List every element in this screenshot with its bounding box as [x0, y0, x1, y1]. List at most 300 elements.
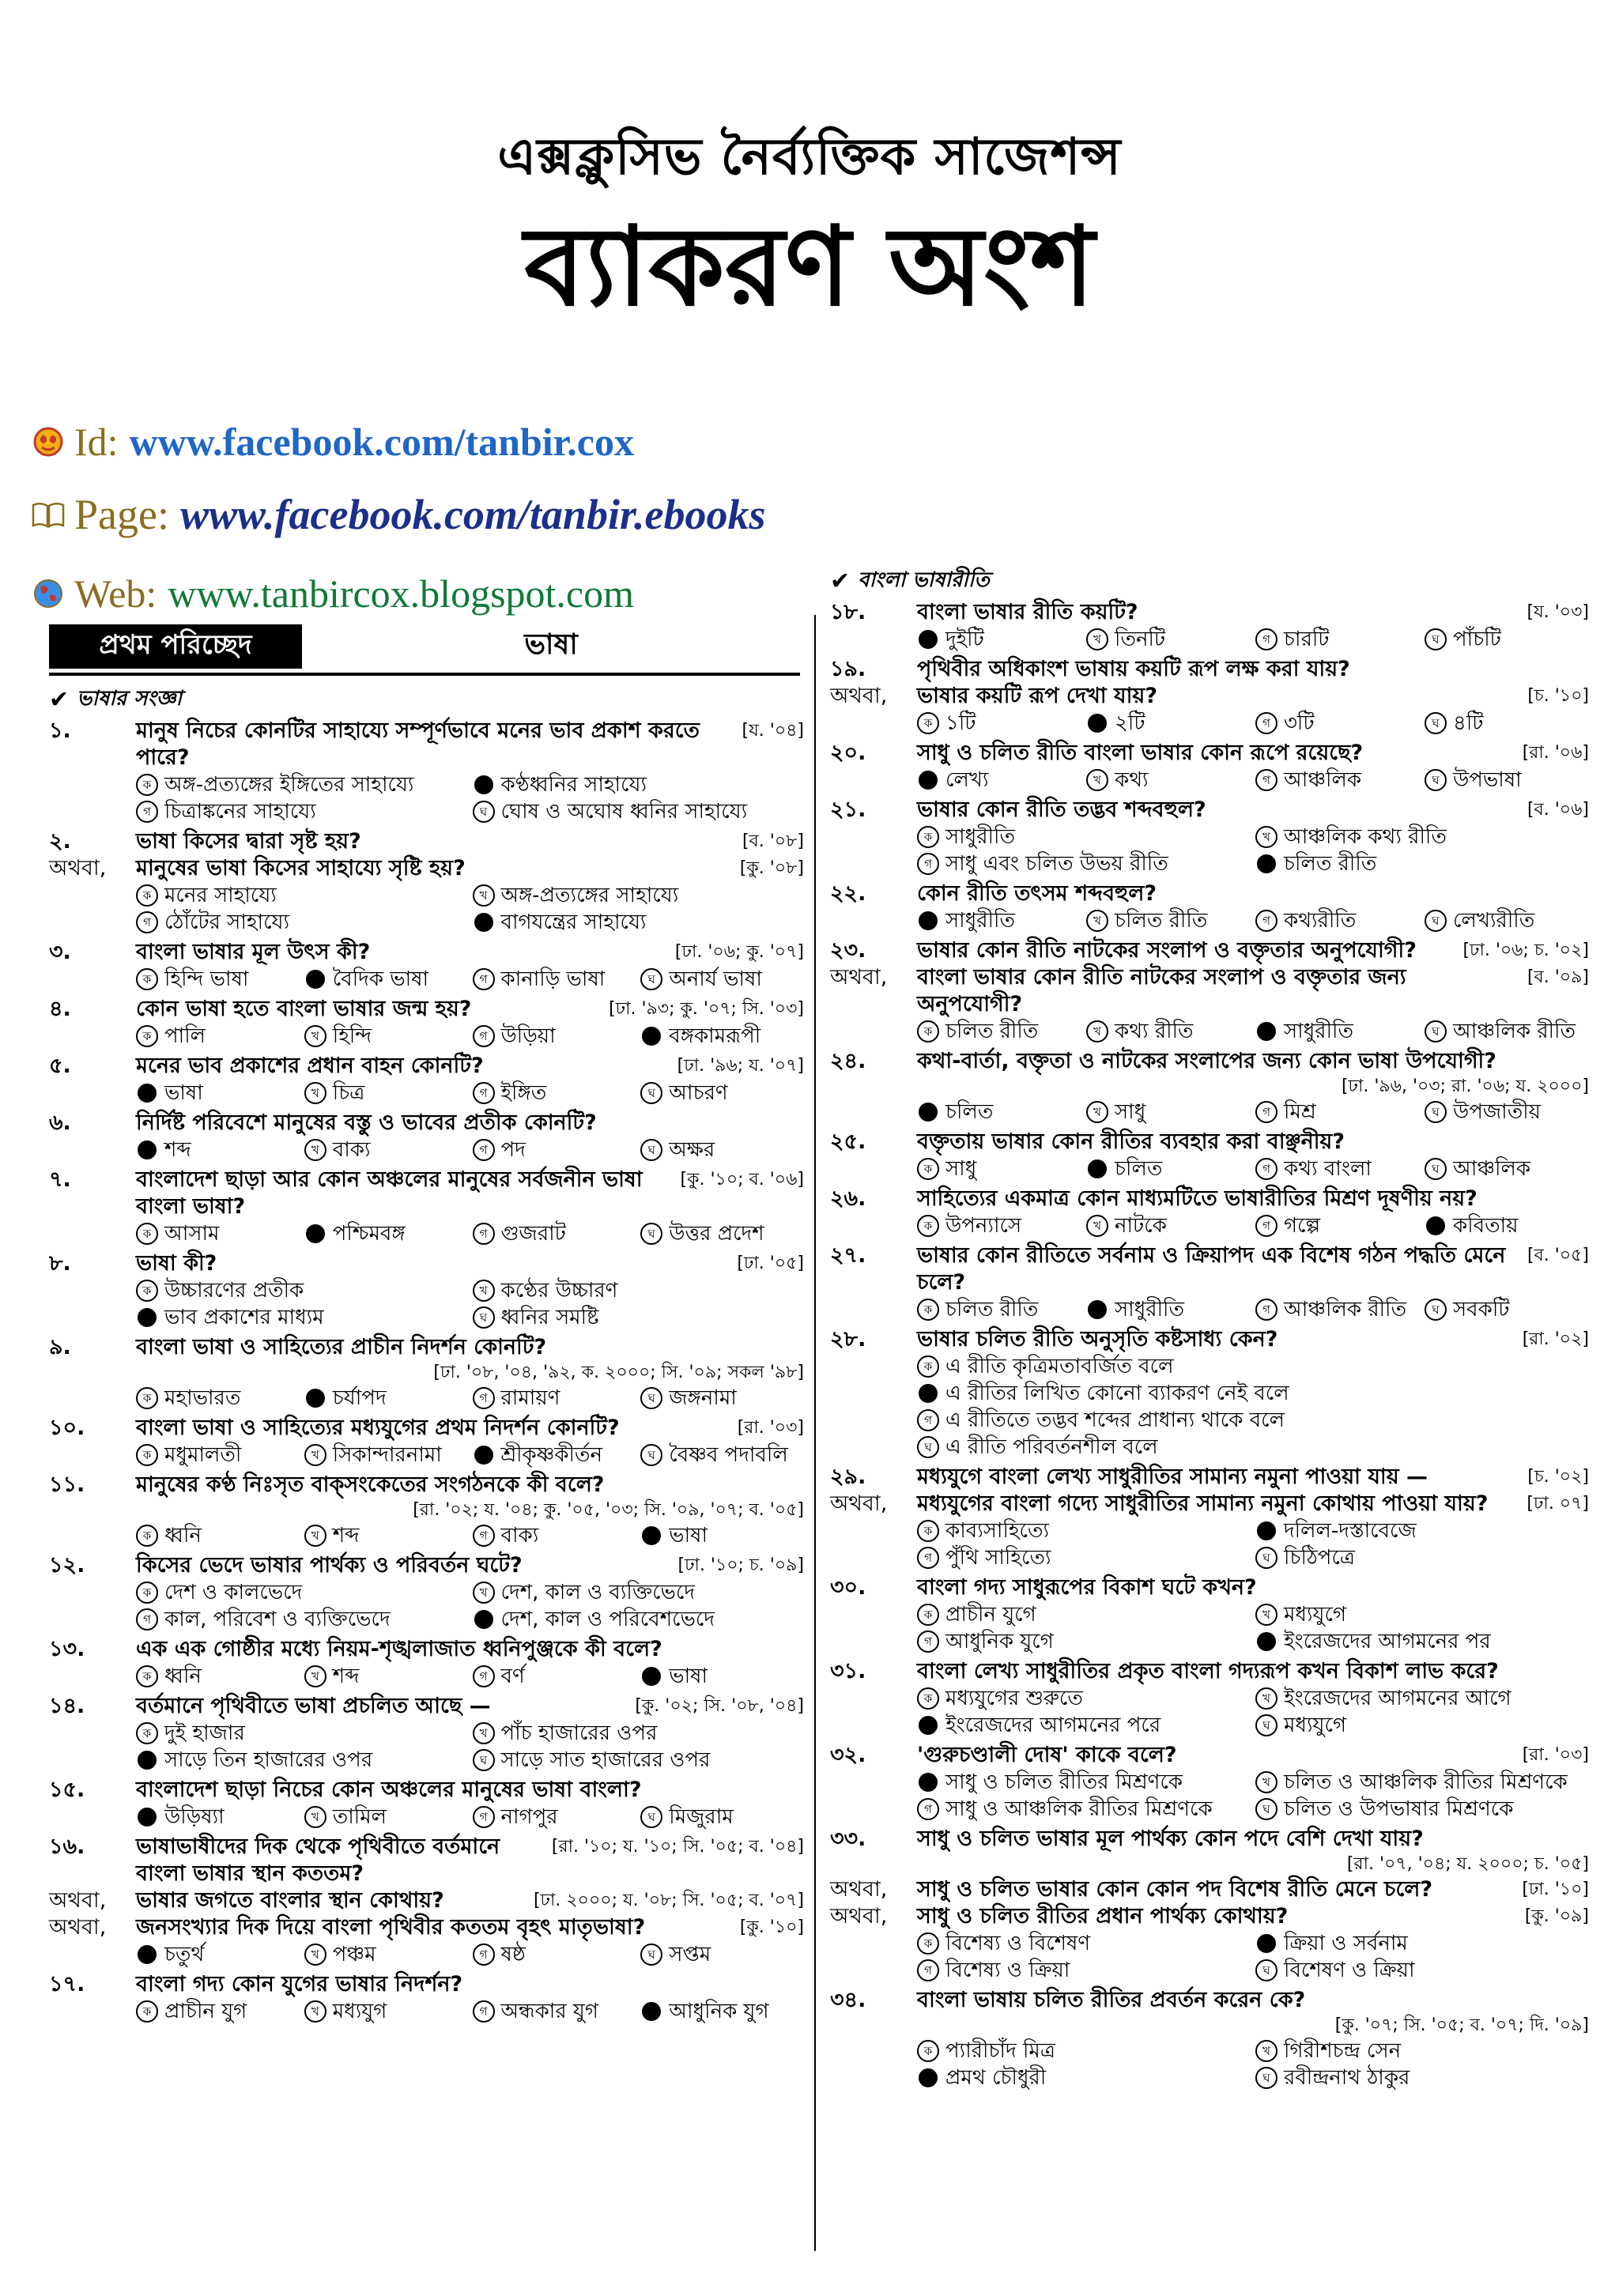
- answer-option[interactable]: [917, 1544, 1251, 1571]
- question-line: [49, 1777, 804, 1804]
- globe-icon: [32, 577, 65, 610]
- question-item: [830, 1464, 1589, 1571]
- option-text: নাটকে: [1115, 1214, 1167, 1238]
- answer-option[interactable]: [136, 1720, 468, 1747]
- option-letter-circle: ক: [136, 1387, 158, 1409]
- answer-option[interactable]: [304, 1941, 468, 1968]
- answer-option[interactable]: [917, 1957, 1251, 1984]
- answer-option[interactable]: [917, 1099, 1081, 1125]
- answer-option[interactable]: [640, 1080, 804, 1107]
- answer-option[interactable]: [473, 1522, 636, 1549]
- answer-option[interactable]: [1255, 2038, 1589, 2064]
- option-text: লেখ্যরীতি: [1453, 909, 1535, 933]
- option-letter-circle: ক: [136, 1280, 158, 1302]
- answer-option[interactable]: [1086, 1212, 1251, 1239]
- answer-option[interactable]: [473, 1442, 636, 1468]
- answer-option[interactable]: [1255, 1018, 1420, 1045]
- option-text: কথ্য রীতি: [1115, 1020, 1194, 1043]
- option-text: দেশ, কাল ও ব্যক্তিভেদে: [500, 1581, 696, 1604]
- option-text: সাধু ও আঞ্চলিক রীতির মিশ্রণকে: [945, 1797, 1213, 1821]
- question-number: ১২.: [49, 1553, 85, 1578]
- exam-source: [ঢা. '০৬; চ. '০২]: [1462, 941, 1589, 960]
- answer-option[interactable]: [473, 909, 805, 936]
- question-line: [830, 1903, 1589, 1930]
- question-number: ১৮.: [830, 600, 866, 624]
- option-letter-circle: খ: [304, 1943, 326, 1966]
- answer-option[interactable]: [1425, 1018, 1589, 1045]
- question-number: ২৩.: [830, 938, 866, 963]
- answer-option[interactable]: [136, 882, 468, 909]
- answer-option[interactable]: [1425, 907, 1589, 934]
- options-list: [49, 1385, 804, 1412]
- answer-option[interactable]: [1086, 907, 1251, 934]
- answer-option[interactable]: [136, 1998, 300, 2025]
- options-list: [49, 1804, 804, 1830]
- option-text: দুইটি: [945, 628, 984, 651]
- answer-option[interactable]: [917, 1517, 1251, 1544]
- option-text: দলিল-দস্তাবেজে: [1284, 1519, 1417, 1543]
- main-title: ব্যাকরণ অংশ: [524, 202, 1095, 330]
- exam-source: [ব. '০৫]: [1527, 1246, 1589, 1265]
- question-item: [49, 828, 804, 936]
- answer-option[interactable]: [917, 1712, 1251, 1739]
- option-letter-circle: খ: [473, 884, 495, 907]
- question-item: [49, 1636, 804, 1690]
- answer-option[interactable]: [136, 1220, 300, 1247]
- option-letter-circle: ক: [136, 1722, 158, 1744]
- answer-option[interactable]: [917, 1796, 1251, 1823]
- option-letter-circle: ক: [917, 1020, 939, 1042]
- answer-option[interactable]: [1255, 1099, 1420, 1125]
- option-letter-circle: গ: [917, 853, 939, 875]
- question-line: [830, 1491, 1589, 1517]
- option-letter-circle: গ: [473, 1525, 495, 1547]
- exam-source: [ঢা. ০৭]: [1527, 1494, 1589, 1514]
- question-text: এক এক গোষ্ঠীর মধ্যে নিয়ম-শৃঙ্খলাজাত ধ্বনিপুঞ্জকে কী বলে?: [136, 1637, 662, 1661]
- answer-option[interactable]: [1086, 767, 1251, 794]
- answer-option[interactable]: [1425, 767, 1589, 794]
- answer-option[interactable]: [1086, 710, 1251, 737]
- exam-source: [রা. '০৬]: [1522, 743, 1589, 763]
- question-number: অথবা,: [49, 1888, 107, 1913]
- correct-answer-dot-icon: ●: [919, 1773, 938, 1792]
- exam-source: [ঢা. ২০০০; য. '০৮; সি. '০৫; ব. '০৭]: [533, 1891, 804, 1910]
- answer-option[interactable]: [1425, 710, 1589, 737]
- id-url[interactable]: www.facebook.com/tanbir.cox: [129, 420, 634, 464]
- answer-option[interactable]: [1255, 1156, 1420, 1182]
- answer-option[interactable]: [136, 1385, 300, 1412]
- option-text: কথ্যরীতি: [1284, 909, 1357, 933]
- option-letter-circle: ঘ: [1425, 769, 1447, 791]
- question-number: ২৯.: [830, 1465, 866, 1489]
- answer-option[interactable]: [136, 771, 468, 798]
- answer-option[interactable]: [473, 966, 636, 993]
- question-line: [830, 1742, 1589, 1769]
- answer-option[interactable]: [1255, 824, 1589, 850]
- option-text: সপ্তম: [669, 1943, 711, 1966]
- answer-option[interactable]: [917, 767, 1081, 794]
- options-list: [49, 1137, 804, 1163]
- answer-option[interactable]: [1255, 1769, 1589, 1796]
- answer-option[interactable]: [1425, 626, 1589, 653]
- answer-option[interactable]: [473, 1579, 805, 1606]
- answer-option[interactable]: [1255, 1517, 1589, 1544]
- option-text: শব্দ: [164, 1138, 191, 1162]
- question-line: [49, 1110, 804, 1137]
- option-text: দুই হাজার: [164, 1721, 245, 1745]
- answer-option[interactable]: [473, 1720, 805, 1747]
- answer-option[interactable]: [1255, 1930, 1589, 1957]
- answer-option[interactable]: [473, 1663, 636, 1690]
- options-list: [49, 1220, 804, 1247]
- option-text: ষষ্ঠ: [500, 1943, 526, 1966]
- answer-option[interactable]: [136, 1804, 300, 1830]
- answer-option[interactable]: [640, 1998, 804, 2025]
- options-list: [830, 626, 1589, 653]
- option-text: ২টি: [1115, 711, 1145, 735]
- answer-option[interactable]: [640, 1220, 804, 1247]
- question-text: বাংলা গদ্য সাধুরূপের বিকাশ ঘটে কখন?: [917, 1575, 1257, 1600]
- check-mark-icon: ✔: [830, 567, 851, 595]
- option-letter-circle: ঘ: [1425, 1158, 1447, 1180]
- question-item: [830, 1742, 1589, 1823]
- option-text: সবকটি: [1453, 1298, 1510, 1321]
- answer-option[interactable]: [917, 1601, 1251, 1628]
- answer-option[interactable]: [473, 1277, 805, 1304]
- answer-option[interactable]: [917, 1407, 1589, 1434]
- answer-option[interactable]: [917, 1212, 1081, 1239]
- answer-option[interactable]: [917, 1156, 1081, 1182]
- answer-option[interactable]: [473, 1804, 636, 1830]
- answer-option[interactable]: [304, 1080, 468, 1107]
- answer-option[interactable]: [304, 1385, 468, 1412]
- options-list: [830, 1685, 1589, 1739]
- exam-source: [কু. '১০]: [739, 1917, 804, 1937]
- question-item: [830, 1326, 1589, 1461]
- answer-option[interactable]: [1425, 1212, 1589, 1239]
- question-text: কোন ভাষা হতে বাংলা ভাষার জন্ম হয়?: [136, 997, 472, 1021]
- answer-option[interactable]: [640, 1137, 804, 1163]
- answer-option[interactable]: [917, 1930, 1251, 1957]
- option-letter-circle: গ: [1255, 1101, 1277, 1123]
- answer-option[interactable]: [1255, 1685, 1589, 1712]
- question-number: ২১.: [830, 797, 866, 822]
- option-letter-circle: খ: [1086, 1215, 1108, 1237]
- option-text: ভাষা: [669, 1665, 708, 1688]
- question-line: [830, 1826, 1589, 1853]
- option-letter-circle: ঘ: [473, 1749, 495, 1771]
- question-text: বাংলা লেখ্য সাধুরীতির প্রকৃত বাংলা গদ্যরূপ কখন বিকাশ লাভ করে?: [917, 1659, 1499, 1683]
- option-letter-circle: ঘ: [1425, 910, 1447, 932]
- website-link-row[interactable]: [32, 571, 634, 616]
- answer-option[interactable]: [304, 1998, 468, 2025]
- answer-option[interactable]: [473, 1998, 636, 2025]
- option-letter-circle: গ: [917, 1798, 939, 1820]
- answer-option[interactable]: [304, 1522, 468, 1549]
- answer-option[interactable]: [136, 1137, 300, 1163]
- answer-option[interactable]: [136, 1941, 300, 1968]
- option-letter-circle: খ: [1086, 1101, 1108, 1123]
- answer-option[interactable]: [1086, 626, 1251, 653]
- answer-option[interactable]: [1255, 1957, 1589, 1984]
- answer-option[interactable]: [1086, 1018, 1251, 1045]
- option-letter-circle: ঘ: [1255, 1547, 1277, 1569]
- answer-option[interactable]: [473, 1606, 805, 1633]
- id-label: Id:: [74, 420, 119, 464]
- answer-option[interactable]: [136, 1663, 300, 1690]
- answer-option[interactable]: [304, 1442, 468, 1468]
- question-line: [49, 1971, 804, 1998]
- answer-option[interactable]: [1255, 1628, 1589, 1655]
- option-letter-circle: গ: [473, 1943, 495, 1966]
- answer-option[interactable]: [917, 1434, 1589, 1461]
- option-letter-circle: গ: [473, 1025, 495, 1047]
- answer-option[interactable]: [1255, 767, 1420, 794]
- answer-option[interactable]: [473, 1385, 636, 1412]
- answer-option[interactable]: [1255, 1712, 1589, 1739]
- answer-option[interactable]: [1255, 1796, 1589, 1823]
- answer-option[interactable]: [1086, 1156, 1251, 1182]
- option-text: জঙ্গনামা: [669, 1386, 737, 1410]
- check-mark-icon: ✔: [49, 685, 70, 714]
- answer-option[interactable]: [917, 626, 1081, 653]
- answer-option[interactable]: [473, 1023, 636, 1050]
- question-number: ৩৩.: [830, 1827, 866, 1851]
- option-letter-circle: গ: [917, 1547, 939, 1569]
- answer-option[interactable]: [1425, 1296, 1589, 1323]
- facebook-page-link-row[interactable]: [32, 490, 765, 539]
- option-letter-circle: ঘ: [640, 1082, 662, 1104]
- question-line: [830, 599, 1589, 626]
- answer-option[interactable]: [1086, 1099, 1251, 1125]
- answer-option[interactable]: [136, 1277, 468, 1304]
- answer-option[interactable]: [640, 1522, 804, 1549]
- answer-option[interactable]: [640, 1941, 804, 1968]
- answer-option[interactable]: [136, 1606, 468, 1633]
- answer-option[interactable]: [917, 2064, 1251, 2091]
- answer-option[interactable]: [136, 1023, 300, 1050]
- option-text: চিঠিপত্রে: [1284, 1546, 1356, 1570]
- question-number: অথবা,: [830, 1877, 888, 1902]
- options-list: [830, 710, 1589, 737]
- exam-source: [য. '০৩]: [1527, 602, 1589, 622]
- answer-option[interactable]: [136, 1747, 468, 1774]
- option-letter-circle: গ: [1255, 1158, 1277, 1180]
- exam-source: [ঢা. '০৫]: [737, 1254, 804, 1273]
- options-list: [49, 1023, 804, 1050]
- option-text: ভাব প্রকাশের মাধ্যম: [164, 1306, 324, 1329]
- exam-source: [ঢা. '০৬; কু. '০৭]: [674, 942, 804, 962]
- option-text: প্রাচীন যুগে: [945, 1603, 1036, 1627]
- question-item: [49, 1415, 804, 1468]
- section-title: বাংলা ভাষারীতি: [858, 568, 990, 592]
- question-line: [830, 964, 1589, 1018]
- answer-option[interactable]: [304, 1023, 468, 1050]
- answer-option[interactable]: [473, 1137, 636, 1163]
- answer-option[interactable]: [917, 710, 1081, 737]
- answer-option[interactable]: [473, 882, 805, 909]
- answer-option[interactable]: [473, 1080, 636, 1107]
- answer-option[interactable]: [1255, 1601, 1589, 1628]
- question-line: [830, 1048, 1589, 1075]
- option-text: বিশেষ্য ও বিশেষণ: [945, 1932, 1091, 1955]
- option-letter-circle: গ: [473, 1223, 495, 1245]
- answer-option[interactable]: [473, 1220, 636, 1247]
- answer-option[interactable]: [1425, 1099, 1589, 1125]
- option-text: গিরীশচন্দ্র সেন: [1284, 2039, 1402, 2063]
- answer-option[interactable]: [136, 1579, 468, 1606]
- option-letter-circle: গ: [473, 1082, 495, 1104]
- question-text: নির্দিষ্ট পরিবেশে মানুষের বস্তু ও ভাবের প্রতীক কোনটি?: [136, 1110, 597, 1135]
- options-list: [49, 1277, 804, 1331]
- question-item: [49, 1110, 804, 1163]
- answer-option[interactable]: [136, 1304, 468, 1331]
- option-letter-circle: গ: [136, 1608, 158, 1631]
- answer-option[interactable]: [1255, 1212, 1420, 1239]
- option-text: ইংরেজদের আগমনের পরে: [945, 1714, 1161, 1737]
- section-title: ভাষার সংজ্ঞা: [77, 687, 183, 711]
- answer-option[interactable]: [917, 2038, 1251, 2064]
- answer-option[interactable]: [640, 1442, 804, 1468]
- option-text: চলিত: [945, 1100, 994, 1124]
- option-text: সাধুরীতি: [945, 825, 1015, 849]
- exam-source: [রা. '০২]: [1522, 1329, 1589, 1349]
- option-text: মিজুরাম: [669, 1805, 734, 1829]
- question-item: [49, 1971, 804, 2025]
- answer-option[interactable]: [136, 909, 468, 936]
- answer-option[interactable]: [917, 1296, 1081, 1323]
- question-text: মানুষ নিচের কোনটির সাহায্যে সম্পূর্ণভাবে মনের ভাব প্রকাশ করতে পারে?: [136, 718, 700, 770]
- page-url[interactable]: www.facebook.com/tanbir.ebooks: [179, 491, 766, 538]
- option-text: ইঙ্গিত: [500, 1081, 547, 1105]
- answer-option[interactable]: [304, 966, 468, 993]
- question-number: ১১.: [49, 1472, 85, 1497]
- question-item: [49, 1472, 804, 1549]
- answer-option[interactable]: [917, 1380, 1589, 1407]
- correct-answer-dot-icon: ●: [474, 913, 493, 932]
- answer-option[interactable]: [1086, 1296, 1251, 1323]
- option-text: প্যারীচাঁদ মিত্র: [945, 2039, 1055, 2063]
- answer-option[interactable]: [136, 1080, 300, 1107]
- answer-option[interactable]: [473, 771, 805, 798]
- option-letter-circle: ঘ: [1255, 1959, 1277, 1981]
- option-letter-circle: খ: [1255, 1604, 1277, 1626]
- answer-option[interactable]: [1255, 710, 1420, 737]
- question-item: [830, 1987, 1589, 2091]
- answer-option[interactable]: [1255, 907, 1420, 934]
- subtitle-heading: এক্সক্লুসিভ নৈর্ব্যক্তিক সাজেশন্স: [497, 128, 1122, 187]
- chapter-name: ভাষা: [524, 628, 578, 661]
- answer-option[interactable]: [473, 1304, 805, 1331]
- answer-option[interactable]: [917, 1685, 1251, 1712]
- answer-option[interactable]: [640, 1385, 804, 1412]
- option-letter-circle: ক: [136, 968, 158, 990]
- answer-option[interactable]: [1255, 1296, 1420, 1323]
- option-letter-circle: ক: [917, 1215, 939, 1237]
- answer-option[interactable]: [136, 798, 468, 825]
- answer-option[interactable]: [136, 1442, 300, 1468]
- chapter-heading: [49, 624, 800, 669]
- answer-option[interactable]: [917, 1628, 1251, 1655]
- web-label: Web:: [74, 571, 157, 616]
- answer-option[interactable]: [1255, 626, 1420, 653]
- answer-option[interactable]: [136, 1522, 300, 1549]
- option-letter-circle: খ: [304, 1444, 326, 1466]
- option-text: পাঁচটি: [1453, 628, 1501, 651]
- correct-answer-dot-icon: ●: [642, 1667, 661, 1686]
- question-number: অথবা,: [830, 1491, 888, 1516]
- facebook-id-link-row[interactable]: [32, 419, 634, 465]
- web-url[interactable]: www.tanbircox.blogspot.com: [168, 571, 635, 616]
- question-line: [49, 1887, 804, 1914]
- option-text: উচ্চারণের প্রতীক: [164, 1279, 304, 1303]
- question-text: মানুষের ভাষা কিসের সাহায্যে সৃষ্টি হয়?: [136, 856, 466, 880]
- option-text: আঞ্চলিক রীতি: [1284, 1298, 1407, 1321]
- correct-answer-dot-icon: ●: [306, 970, 325, 989]
- option-letter-circle: ক: [136, 1525, 158, 1547]
- answer-option[interactable]: [640, 966, 804, 993]
- answer-option[interactable]: [304, 1663, 468, 1690]
- option-text: কাল, পরিবেশ ও ব্যক্তিভেদে: [164, 1608, 391, 1631]
- answer-option[interactable]: [473, 1941, 636, 1968]
- question-number: ২৭.: [830, 1243, 866, 1268]
- question-item: [830, 937, 1589, 1045]
- answer-option[interactable]: [640, 1663, 804, 1690]
- answer-option[interactable]: [917, 1353, 1589, 1380]
- option-text: ঘোষ ও অঘোষ ধ্বনির সাহায্যে: [500, 800, 748, 824]
- answer-option[interactable]: [473, 798, 805, 825]
- answer-option[interactable]: [304, 1137, 468, 1163]
- answer-option[interactable]: [1255, 1544, 1589, 1571]
- answer-option[interactable]: [640, 1023, 804, 1050]
- question-text: পৃথিবীর অধিকাংশ ভাষায় কয়টি রূপ লক্ষ করা যায়?: [917, 657, 1350, 681]
- answer-option[interactable]: [304, 1220, 468, 1247]
- option-text: সাধু ও চলিত রীতির মিশ্রণকে: [945, 1770, 1183, 1794]
- option-text: এ রীতির লিখিত কোনো ব্যাকরণ নেই বলে: [945, 1382, 1289, 1405]
- question-item: [830, 1826, 1589, 1984]
- answer-option[interactable]: [917, 1769, 1251, 1796]
- answer-option[interactable]: [917, 824, 1251, 850]
- answer-option[interactable]: [917, 850, 1251, 877]
- answer-option[interactable]: [917, 907, 1081, 934]
- answer-option[interactable]: [1425, 1156, 1589, 1182]
- option-text: মনের সাহায্যে: [164, 884, 277, 907]
- question-text: ভাষার কয়টি রূপ দেখা যায়?: [917, 684, 1157, 708]
- question-line: [830, 683, 1589, 710]
- option-text: পঞ্চম: [332, 1943, 376, 1966]
- left-column: [49, 686, 804, 2028]
- option-text: পালি: [164, 1024, 206, 1048]
- answer-option[interactable]: [136, 966, 300, 993]
- correct-answer-dot-icon: ●: [642, 2002, 661, 2021]
- option-text: আঞ্চলিক: [1453, 1157, 1531, 1181]
- option-text: সাধুরীতি: [1115, 1298, 1184, 1321]
- answer-option[interactable]: [473, 1747, 805, 1774]
- options-list: [49, 1579, 804, 1633]
- option-text: বিশেষণ ও ক্রিয়া: [1284, 1959, 1415, 1982]
- correct-answer-dot-icon: ●: [474, 775, 493, 794]
- answer-option[interactable]: [1255, 2064, 1589, 2091]
- answer-option[interactable]: [917, 1018, 1081, 1045]
- question-item: [49, 1167, 804, 1247]
- options-list: [49, 966, 804, 993]
- option-letter-circle: ক: [917, 826, 939, 848]
- answer-option[interactable]: [304, 1804, 468, 1830]
- answer-option[interactable]: [1255, 850, 1589, 877]
- question-text: কিসের ভেদে ভাষার পার্থক্য ও পরিবর্তন ঘটে?: [136, 1553, 523, 1578]
- answer-option[interactable]: [640, 1804, 804, 1830]
- correct-answer-dot-icon: ●: [138, 1308, 157, 1327]
